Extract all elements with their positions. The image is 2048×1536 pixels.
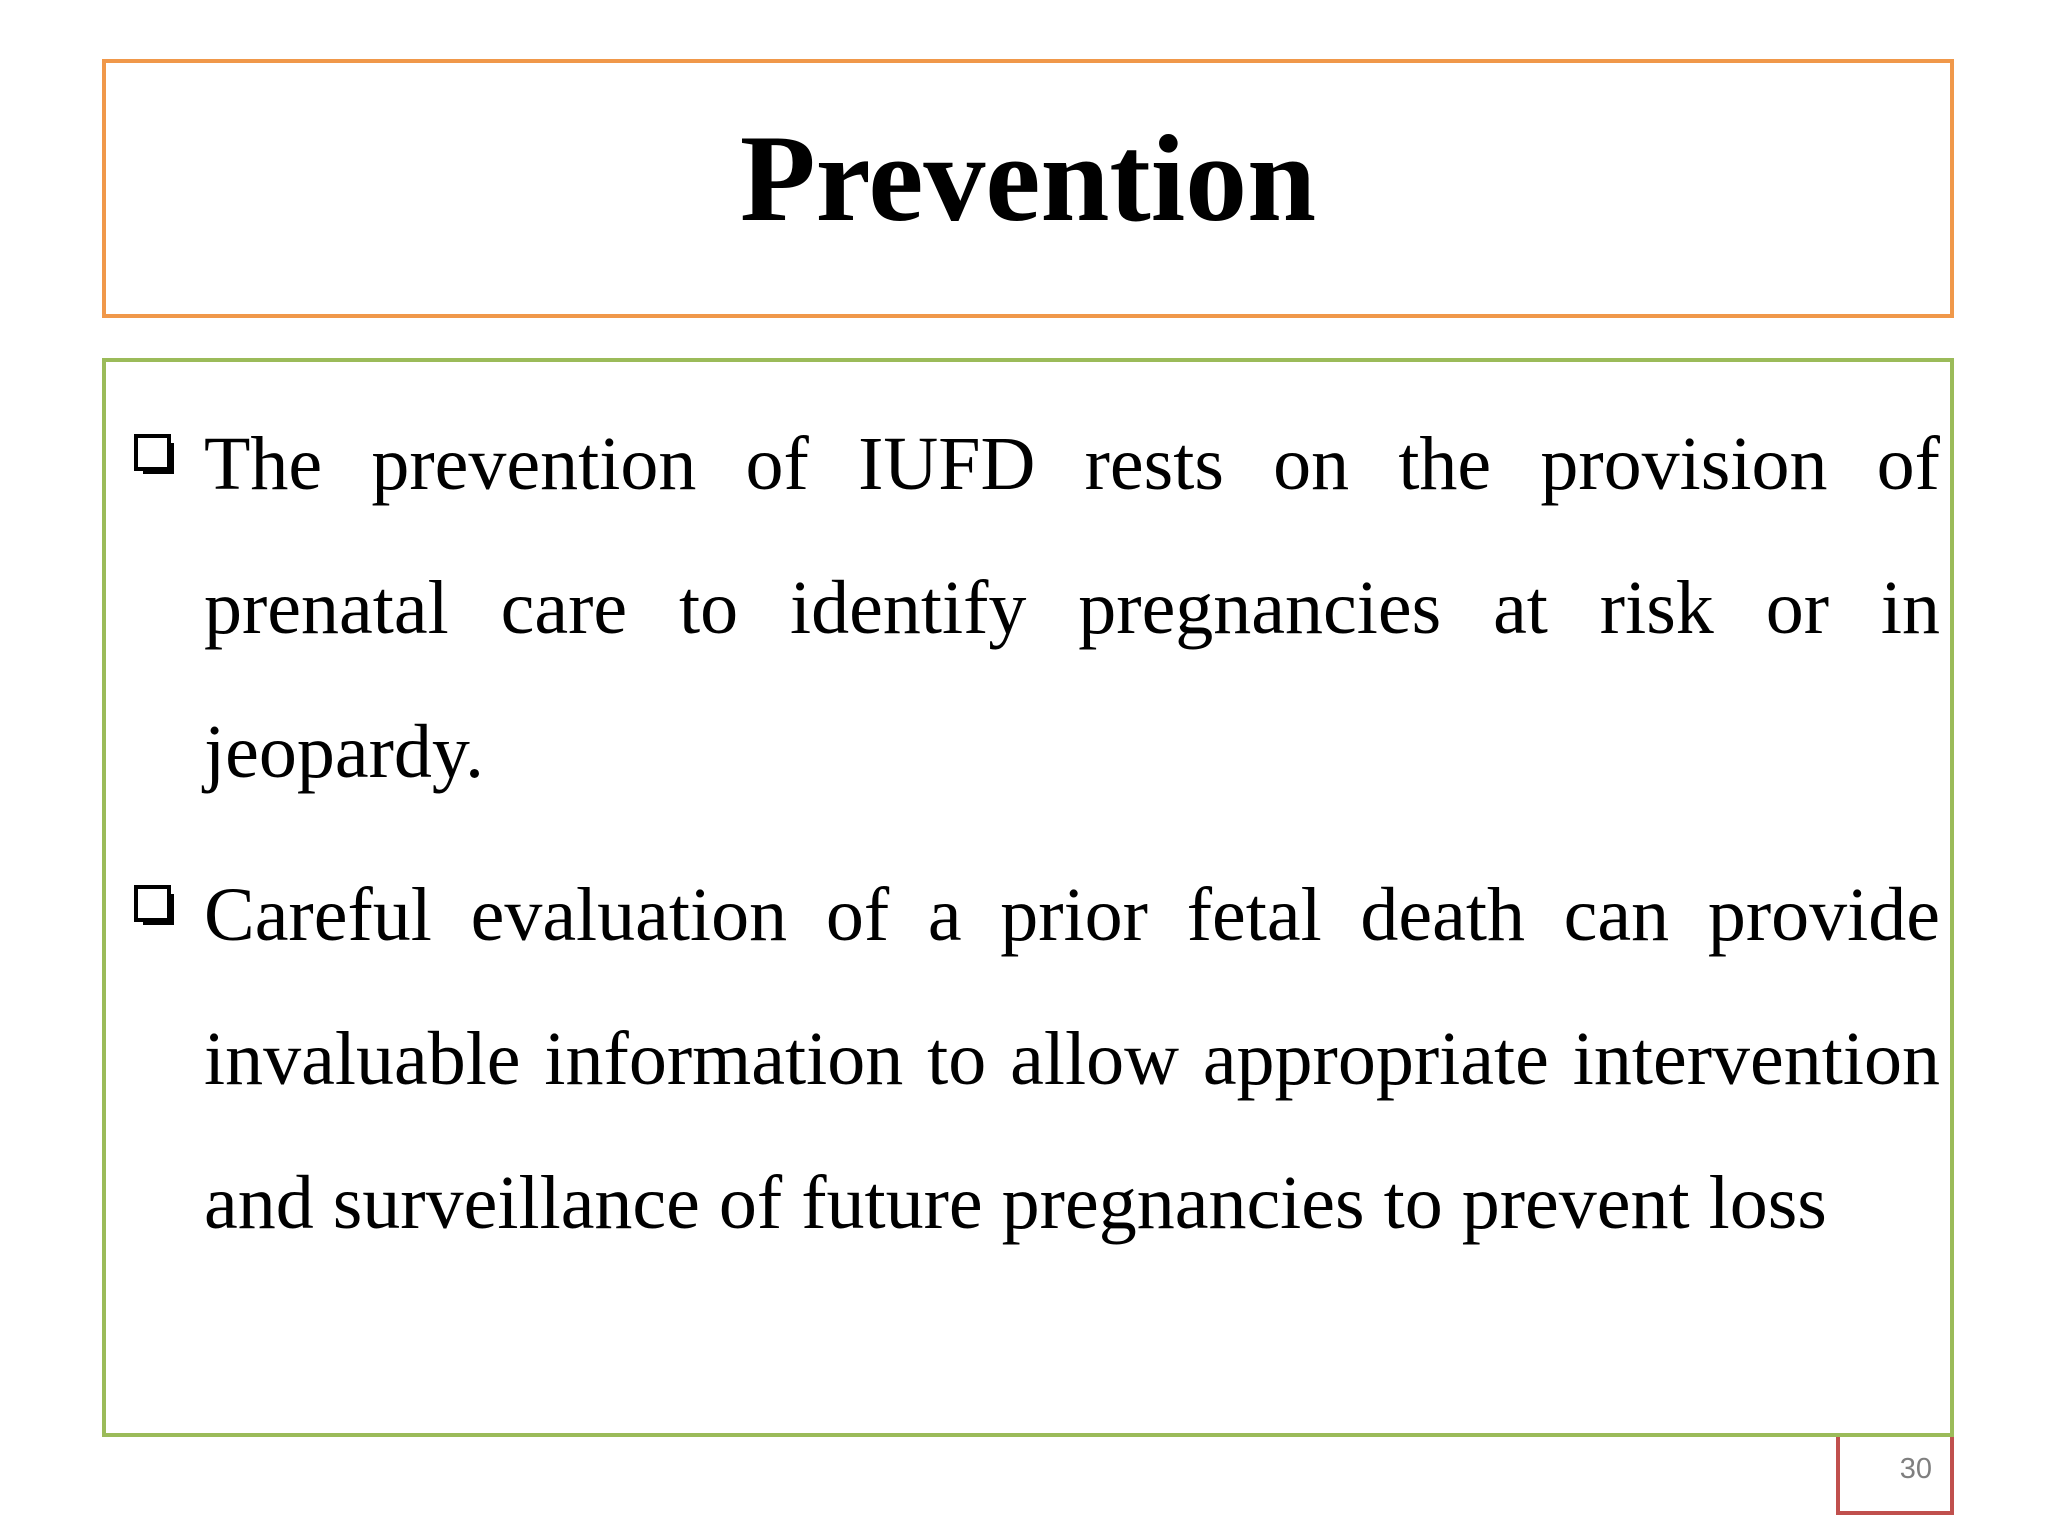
slide-title: Prevention: [739, 109, 1317, 247]
bullet-item: [130, 843, 1940, 1275]
checkbox-bullet-icon: [134, 885, 176, 927]
bullet-item: [130, 392, 1940, 824]
content-box: [102, 358, 1954, 1437]
checkbox-bullet-icon: [134, 434, 176, 476]
bullet-text: The prevention of IUFD rests on the provision of prenatal care to identify pregnancies at risk or in jeopardy.: [204, 422, 1940, 794]
bullet-text: Careful evaluation of a prior fetal death can provide invaluable information to allow appropriate intervention and surveillance of future pregnancies to prevent loss: [204, 873, 1940, 1245]
slide-number: 30: [1899, 1453, 1932, 1485]
title-box: [102, 59, 1954, 318]
slide-number-box: [1836, 1437, 1954, 1515]
